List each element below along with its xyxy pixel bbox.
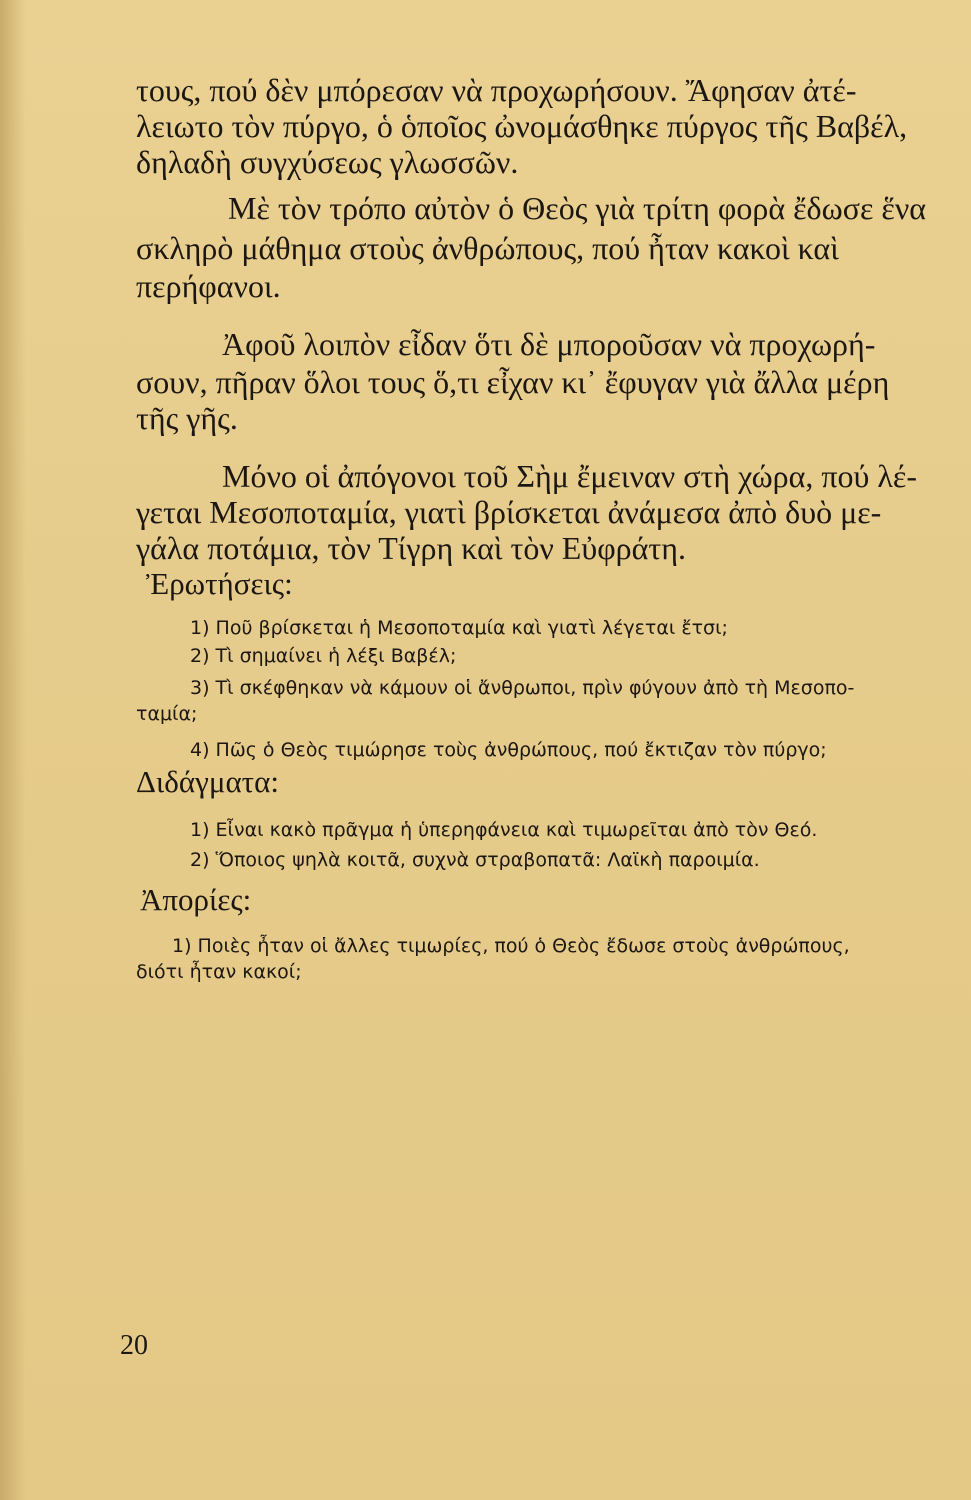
p3-line-3: τῆς γῆς. — [136, 400, 238, 436]
p4-line-2: γεται Μεσοποταμία, γιατὶ βρίσκεται ἀνάμεσα ἀπὸ δυὸ με- — [136, 494, 882, 530]
question-3-line-1: 3) Τὶ σκέφθηκαν νὰ κάμουν οἱ ἄνθρωποι, πρὶν φύγουν ἀπὸ τὴ Μεσοπο- — [190, 677, 855, 699]
p2-line-2: σκληρὸ μάθημα στοὺς ἀνθρώπους, πού ἦταν κακοὶ καὶ — [136, 230, 839, 266]
question-3-line-2: ταμία; — [136, 703, 198, 725]
doubt-1-line-1: 1) Ποιὲς ἦταν οἱ ἄλλες τιμωρίες, πού ὁ Θεὸς ἔδωσε στοὺς ἀνθρώπους, — [172, 935, 850, 957]
doubt-1-line-2: διότι ἦταν κακοί; — [136, 961, 302, 983]
p1-line-3: δηλαδὴ συγχύσεως γλωσσῶν. — [136, 144, 519, 180]
p4-line-1: Μόνο οἱ ἀπόγονοι τοῦ Σὴμ ἔμειναν στὴ χώρα, πού λέ- — [222, 458, 917, 494]
teaching-2: 2) Ὅποιος ψηλὰ κοιτᾶ, συχνὰ στραβοπατᾶ: Λαϊκὴ παροιμία. — [190, 849, 760, 871]
question-4: 4) Πῶς ὁ Θεὸς τιμώρησε τοὺς ἀνθρώπους, πού ἔκτιζαν τὸν πύργο; — [190, 739, 827, 761]
p3-line-1: Ἀφοῦ λοιπὸν εἶδαν ὅτι δὲ μποροῦσαν νὰ προχωρή- — [222, 326, 876, 362]
questions-heading: Ἐρωτήσεις: — [146, 566, 293, 601]
doubts-heading: Ἀπορίες: — [140, 882, 252, 917]
page-number: 20 — [120, 1330, 148, 1361]
p1-line-2: λειωτο τὸν πύργο, ὁ ὁποῖος ὠνομάσθηκε πύργος τῆς Βαβέλ, — [136, 108, 908, 144]
question-1: 1) Ποῦ βρίσκεται ἡ Μεσοποταμία καὶ γιατὶ λέγεται ἔτσι; — [190, 617, 728, 639]
question-2: 2) Τὶ σημαίνει ἡ λέξι Βαβέλ; — [190, 645, 457, 667]
p3-line-2: σουν, πῆραν ὅλοι τους ὅ,τι εἶχαν κι᾿ ἔφυγαν γιὰ ἄλλα μέρη — [136, 364, 890, 400]
p2-line-1: Μὲ τὸν τρόπο αὐτὸν ὁ Θεὸς γιὰ τρίτη φορὰ ἔδωσε ἕνα — [228, 190, 927, 226]
teachings-heading: Διδάγματα: — [136, 764, 279, 799]
teaching-1: 1) Εἶναι κακὸ πρᾶγμα ἡ ὑπερηφάνεια καὶ τιμωρεῖται ἀπὸ τὸν Θεό. — [190, 819, 818, 841]
p4-line-3: γάλα ποτάμια, τὸν Τίγρη καὶ τὸν Εὐφράτη. — [136, 530, 686, 566]
p2-line-3: περήφανοι. — [136, 268, 281, 304]
p1-line-1: τους, πού δὲν μπόρεσαν νὰ προχωρήσουν. Ἄφησαν ἀτέ- — [136, 72, 857, 108]
